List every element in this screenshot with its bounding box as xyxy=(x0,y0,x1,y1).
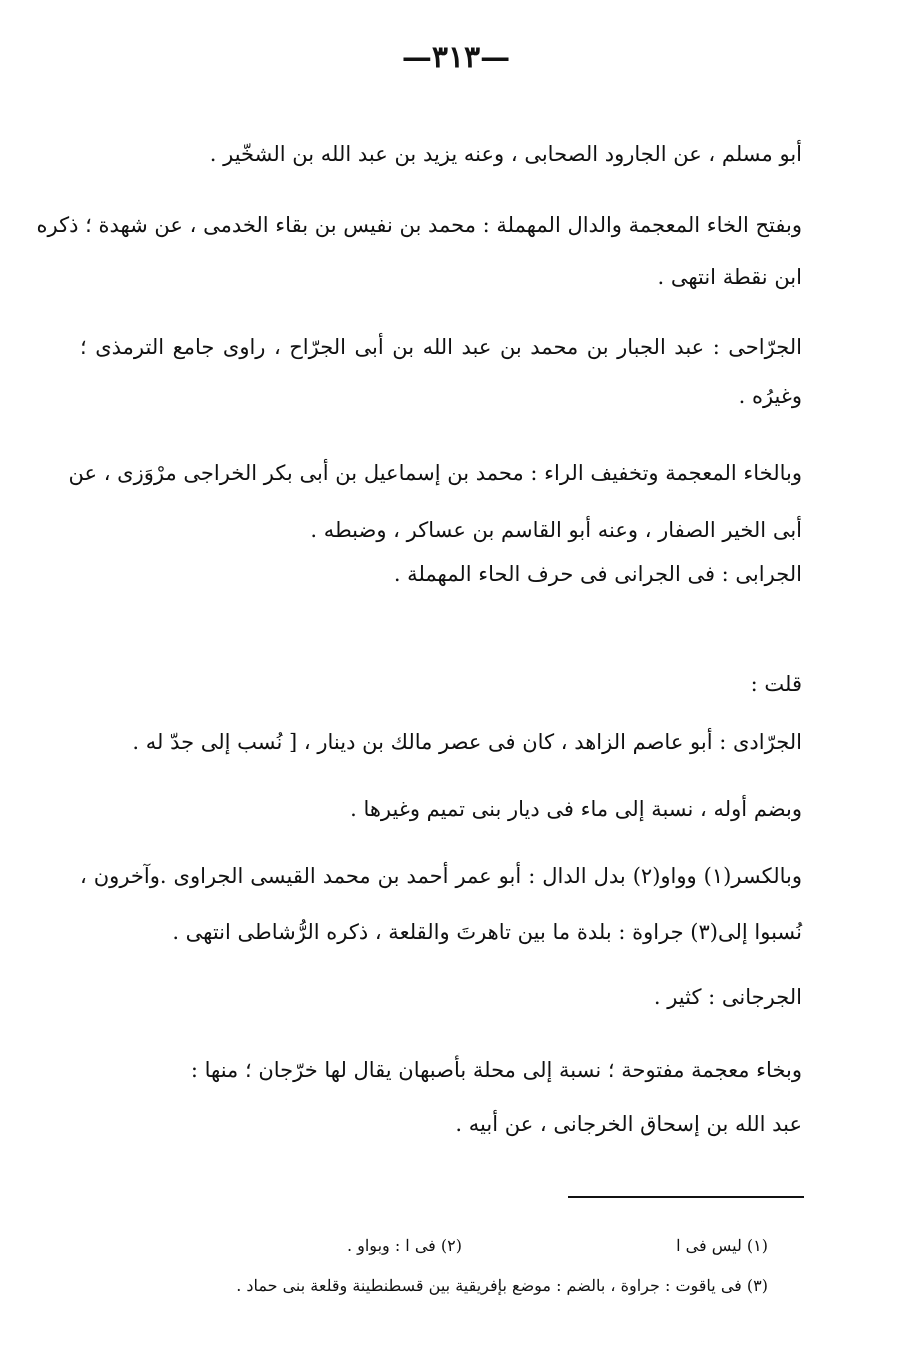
text-line: أبو مسلم ، عن الجارود الصحابى ، وعنه يزيد بن عبد الله بن الشخّير . xyxy=(209,142,802,166)
text-line: وبخاء معجمة مفتوحة ؛ نسبة إلى محلة بأصبهان يقال لها خرّجان ؛ منها : xyxy=(190,1058,802,1082)
text-line: الجرّادى : أبو عاصم الزاهد ، كان فى عصر مالك بن دينار ، [ نُسب إلى جدّ له . xyxy=(132,730,802,754)
text-line: وبضم أوله ، نسبة إلى ماء فى ديار بنى تميم وغيرها . xyxy=(350,797,802,821)
text-line: نُسبوا إلى(٣) جراوة : بلدة ما بين تاهرتَ والقلعة ، ذكره الرُّشاطى انتهى . xyxy=(172,920,802,944)
footnote-2: (٢) فى ا : وبواو . xyxy=(346,1236,462,1255)
footnote-3: (٣) فى ياقوت : جراوة ، بالضم : موضع بإفريقية بين قسطنطينة وقلعة بنى حماد . xyxy=(236,1276,768,1295)
footnote-divider xyxy=(568,1196,804,1198)
text-line: الجرجانى : كثير . xyxy=(653,985,802,1009)
page-number: —٣١٣— xyxy=(401,40,511,75)
text-line: الجرابى : فى الجرانى فى حرف الحاء المهملة . xyxy=(393,562,802,586)
text-line: أبى الخير الصفار ، وعنه أبو القاسم بن عساكر ، وضبطه . xyxy=(310,518,802,542)
text-line: وبالخاء المعجمة وتخفيف الراء : محمد بن إسماعيل بن أبى بكر الخراجى مرْوَزى ، عن xyxy=(68,461,802,485)
text-line: عبد الله بن إسحاق الخرجانى ، عن أبيه . xyxy=(455,1112,802,1136)
text-line: وغيرُه . xyxy=(738,384,802,408)
text-line: قلت : xyxy=(750,672,802,696)
text-line: وبالكسر(١) وواو(٢) بدل الدال : أبو عمر أحمد بن محمد القيسى الجراوى .وآخرون ، xyxy=(80,864,803,888)
footnote-1: (١) ليس فى ا xyxy=(676,1236,768,1255)
text-line: وبفتح الخاء المعجمة والدال المهملة : محمد بن نفيس بن بقاء الخدمى ، عن شهدة ؛ ذكره xyxy=(36,213,802,237)
text-line: الجرّاحى : عبد الجبار بن محمد بن عبد الله بن أبى الجرّاح ، راوى جامع الترمذى ؛ xyxy=(80,335,802,359)
text-line: ابن نقطة انتهى . xyxy=(657,265,802,289)
